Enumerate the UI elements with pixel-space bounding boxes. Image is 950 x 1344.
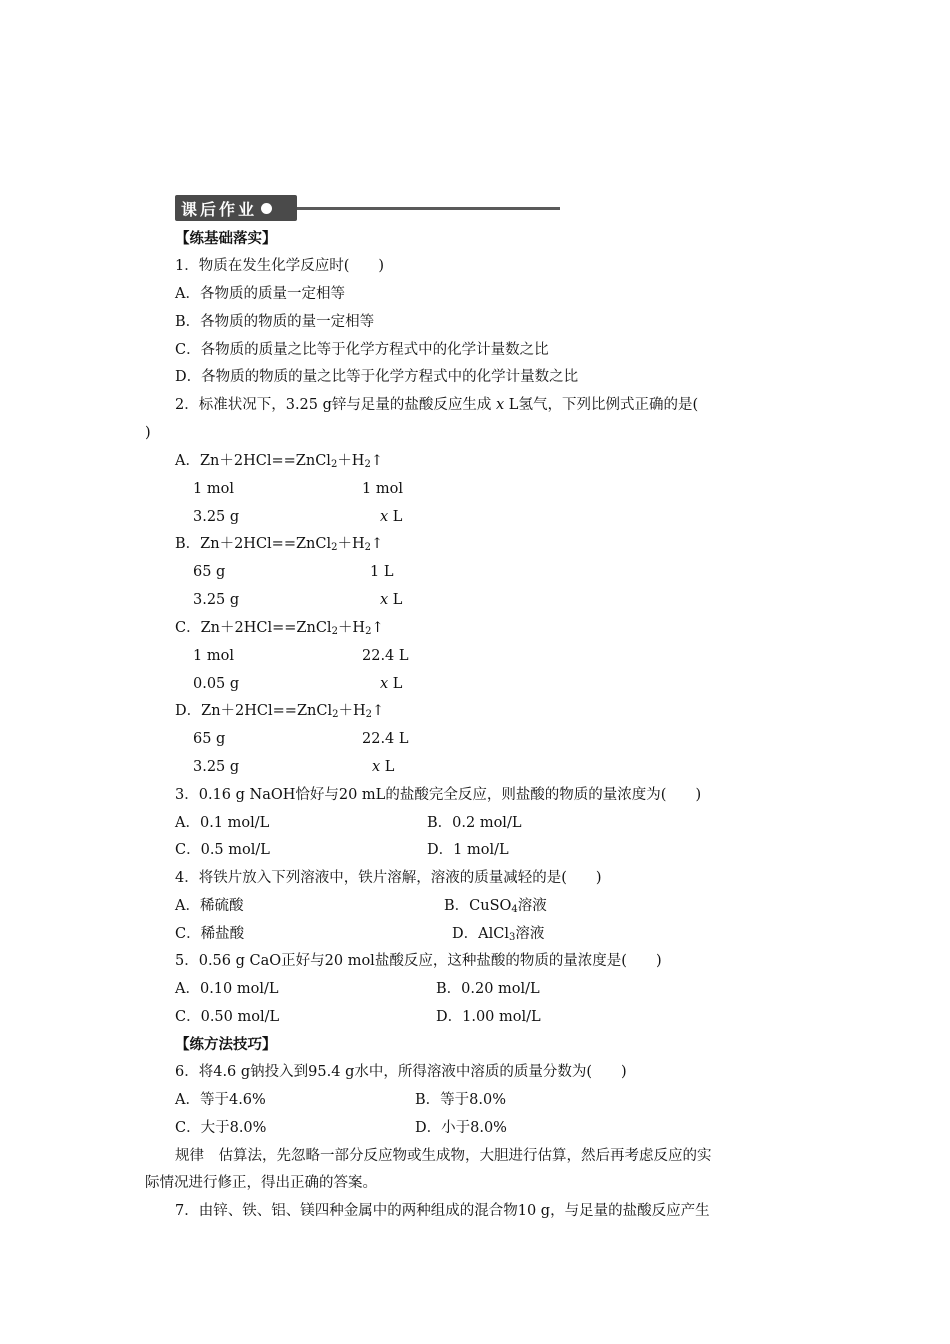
q6-rule-line1: 规律 估算法，先忽略一部分反应物或生成物，大胆进行估算，然后再考虑反应的实 xyxy=(175,1148,712,1164)
q2-stem-pre: 2．标准状况下，3.25 g锌与足量的盐酸反应生成 xyxy=(175,397,497,413)
q2-b-r1-right: 1 L xyxy=(370,564,394,580)
q2-a-r1-left: 1 mol xyxy=(193,481,234,497)
q3-stem: 3．0.16 g NaOH恰好与20 mL的盐酸完全反应，则盐酸的物质的量浓度为( ) xyxy=(175,787,702,803)
q2-a-r1-right: 1 mol xyxy=(362,481,403,497)
bullet-dot-icon xyxy=(261,203,272,214)
formula: B．CuSO xyxy=(444,898,512,914)
q2-c-r1-left: 1 mol xyxy=(193,648,234,664)
formula-post: 溶液 xyxy=(517,898,547,914)
q2-d-r2-left: 3.25 g xyxy=(193,759,240,775)
unit: L xyxy=(388,592,403,608)
eq-sub: 2 xyxy=(330,459,338,470)
q2-stem xyxy=(175,396,698,414)
q5-option-d: D．1.00 mol/L xyxy=(436,1009,541,1025)
q3-option-b: B．0.2 mol/L xyxy=(427,815,522,831)
q6-option-a: A．等于4.6% xyxy=(175,1092,266,1108)
eq-h2: ＋H xyxy=(337,536,365,552)
q2-eq-a xyxy=(175,452,383,470)
q1-stem: 1．物质在发生化学反应时( ) xyxy=(175,258,385,274)
q2-b-r2-right xyxy=(380,591,402,609)
q2-eq-b xyxy=(175,535,383,553)
q2-b-r1-left: 65 g xyxy=(193,564,226,580)
eq-sub: 2 xyxy=(364,542,372,553)
q7-stem: 7．由锌、铁、铝、镁四种金属中的两种组成的混合物10 g，与足量的盐酸反应产生 xyxy=(175,1203,710,1219)
q1-option-b: B．各物质的物质的量一定相等 xyxy=(175,314,375,330)
q5-stem: 5．0.56 g CaO正好与20 mol盐酸反应，这种盐酸的物质的量浓度是( ) xyxy=(175,953,662,969)
eq-text: D．Zn＋2HCl==ZnCl xyxy=(175,703,333,719)
q2-c-r2-left: 0.05 g xyxy=(193,676,240,692)
gas-arrow-icon: ↑ xyxy=(371,620,384,636)
q2-stem-var: x xyxy=(496,397,505,413)
q2-eq-c xyxy=(175,619,384,637)
q4-stem: 4．将铁片放入下列溶液中，铁片溶解，溶液的质量减轻的是( ) xyxy=(175,870,602,886)
q2-a-r2-left: 3.25 g xyxy=(193,509,240,525)
q2-d-r2-right xyxy=(372,758,394,776)
eq-sub: 2 xyxy=(331,626,338,637)
q6-option-b: B．等于8.0% xyxy=(415,1092,506,1108)
q3-option-d: D．1 mol/L xyxy=(427,842,509,858)
var-x: x xyxy=(380,592,389,608)
q4-option-b xyxy=(444,897,547,915)
header-rule xyxy=(295,207,560,210)
gas-arrow-icon: ↑ xyxy=(371,536,384,552)
unit: L xyxy=(388,509,403,525)
var-x: x xyxy=(372,759,381,775)
q6-option-d: D．小于8.0% xyxy=(415,1120,507,1136)
gas-arrow-icon: ↑ xyxy=(370,453,383,469)
q3-option-a: A．0.1 mol/L xyxy=(175,815,270,831)
q5-option-b: B．0.20 mol/L xyxy=(436,981,540,997)
q2-a-r2-right xyxy=(380,508,402,526)
eq-sub: 2 xyxy=(364,459,371,470)
eq-text: C．Zn＋2HCl==ZnCl xyxy=(175,620,332,636)
q1-option-a: A．各物质的质量一定相等 xyxy=(175,286,345,302)
q2-stem-cont: ) xyxy=(145,425,151,441)
q1-option-d: D．各物质的物质的量之比等于化学方程式中的化学计量数之比 xyxy=(175,369,579,385)
eq-h2: ＋H xyxy=(337,453,365,469)
eq-sub: 2 xyxy=(365,626,372,637)
formula-sub: 4 xyxy=(511,904,518,915)
eq-text: A．Zn＋2HCl==ZnCl xyxy=(175,453,331,469)
eq-h2: ＋H xyxy=(338,703,366,719)
homework-header xyxy=(175,195,560,221)
formula-sub: 3 xyxy=(508,932,516,943)
eq-sub: 2 xyxy=(365,709,372,720)
eq-sub: 2 xyxy=(332,709,339,720)
var-x: x xyxy=(380,509,389,525)
q6-rule-line2: 际情况进行修正，得出正确的答案。 xyxy=(145,1175,377,1191)
q5-option-a: A．0.10 mol/L xyxy=(175,981,279,997)
q4-option-a: A．稀硫酸 xyxy=(175,898,244,914)
gas-arrow-icon: ↑ xyxy=(372,703,385,719)
q3-option-c: C．0.5 mol/L xyxy=(175,842,270,858)
formula: D．AlCl xyxy=(452,926,509,942)
section-basic: 【练基础落实】 xyxy=(175,230,277,247)
header-badge xyxy=(175,195,297,221)
q2-stem-post: L氢气，下列比例式正确的是( xyxy=(504,397,699,413)
q2-d-r1-left: 65 g xyxy=(193,731,226,747)
q2-c-r2-right xyxy=(380,675,402,693)
q2-d-r1-right: 22.4 L xyxy=(362,731,409,747)
formula-post: 溶液 xyxy=(515,926,545,942)
var-x: x xyxy=(380,676,389,692)
eq-h2: ＋H xyxy=(337,620,366,636)
q2-eq-d xyxy=(175,702,384,720)
section-method: 【练方法技巧】 xyxy=(175,1036,277,1053)
unit: L xyxy=(388,676,403,692)
header-title: 课后作业 xyxy=(181,199,258,219)
q6-stem: 6．将4.6 g钠投入到95.4 g水中，所得溶液中溶质的质量分数为( ) xyxy=(175,1064,627,1080)
q1-option-c: C．各物质的质量之比等于化学方程式中的化学计量数之比 xyxy=(175,342,549,358)
q2-b-r2-left: 3.25 g xyxy=(193,592,240,608)
q5-option-c: C．0.50 mol/L xyxy=(175,1009,280,1025)
eq-text: B．Zn＋2HCl==ZnCl xyxy=(175,536,332,552)
unit: L xyxy=(380,759,395,775)
q4-option-d xyxy=(452,925,544,943)
q2-c-r1-right: 22.4 L xyxy=(362,648,409,664)
q6-option-c: C．大于8.0% xyxy=(175,1120,267,1136)
q4-option-c: C．稀盐酸 xyxy=(175,926,245,942)
eq-sub: 2 xyxy=(331,542,338,553)
